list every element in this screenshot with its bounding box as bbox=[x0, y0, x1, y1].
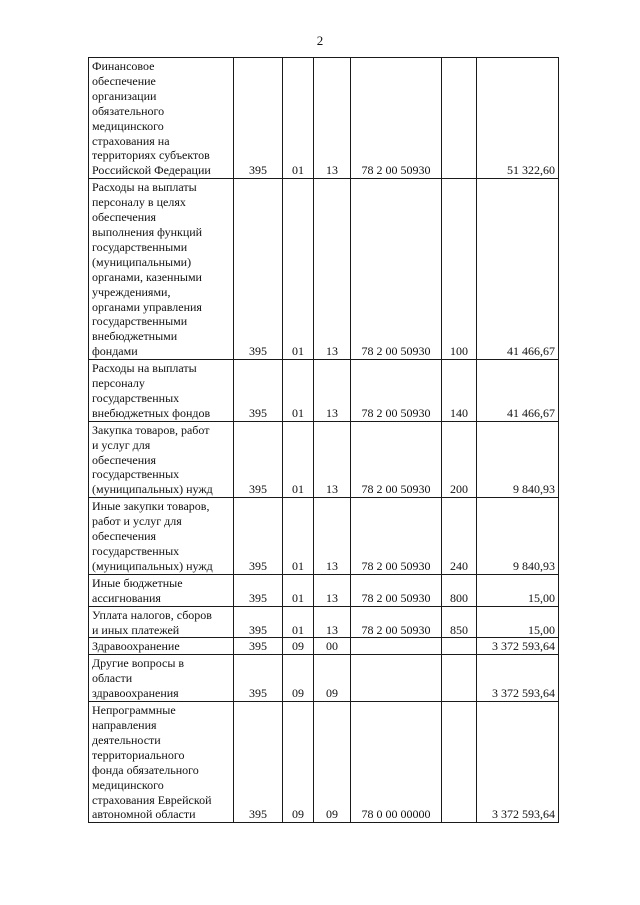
row-name: Уплата налогов, сборов и иных платежей bbox=[89, 606, 234, 638]
row-name: Закупка товаров, работ и услуг для обеспечения государственных (муниципальных) нужд bbox=[89, 421, 234, 498]
table-row bbox=[89, 360, 559, 422]
cell-sum: 3 372 593,64 bbox=[477, 655, 559, 702]
row-name: Здравоохранение bbox=[89, 638, 234, 655]
cell-sum: 41 466,67 bbox=[477, 179, 559, 360]
cell-razdel: 01 bbox=[283, 574, 314, 606]
cell-glava: 395 bbox=[234, 179, 283, 360]
cell-razdel: 09 bbox=[283, 638, 314, 655]
table-row bbox=[89, 702, 559, 823]
cell-expense-type bbox=[442, 638, 477, 655]
page-number: 2 bbox=[316, 33, 324, 48]
cell-expense-type: 240 bbox=[442, 498, 477, 575]
cell-razdel: 01 bbox=[283, 179, 314, 360]
table-row bbox=[89, 498, 559, 575]
cell-razdel: 09 bbox=[283, 655, 314, 702]
cell-podrazdel: 13 bbox=[314, 606, 351, 638]
cell-sum: 3 372 593,64 bbox=[477, 638, 559, 655]
table-row bbox=[89, 179, 559, 360]
cell-razdel: 01 bbox=[283, 498, 314, 575]
cell-razdel: 01 bbox=[283, 606, 314, 638]
cell-target-article: 78 2 00 50930 bbox=[351, 606, 442, 638]
cell-podrazdel: 09 bbox=[314, 655, 351, 702]
cell-razdel: 01 bbox=[283, 360, 314, 422]
cell-target-article: 78 2 00 50930 bbox=[351, 421, 442, 498]
cell-podrazdel: 13 bbox=[314, 58, 351, 179]
cell-podrazdel: 13 bbox=[314, 360, 351, 422]
cell-sum: 3 372 593,64 bbox=[477, 702, 559, 823]
cell-glava: 395 bbox=[234, 638, 283, 655]
cell-target-article: 78 2 00 50930 bbox=[351, 360, 442, 422]
row-name: Другие вопросы в области здравоохранения bbox=[89, 655, 234, 702]
cell-sum: 15,00 bbox=[477, 606, 559, 638]
cell-target-article bbox=[351, 638, 442, 655]
cell-expense-type bbox=[442, 702, 477, 823]
cell-podrazdel: 13 bbox=[314, 421, 351, 498]
cell-target-article: 78 0 00 00000 bbox=[351, 702, 442, 823]
cell-sum: 9 840,93 bbox=[477, 421, 559, 498]
cell-target-article: 78 2 00 50930 bbox=[351, 58, 442, 179]
cell-expense-type: 100 bbox=[442, 179, 477, 360]
cell-podrazdel: 09 bbox=[314, 702, 351, 823]
row-name: Иные закупки товаров, работ и услуг для обеспечения государственных (муниципальных) нужд bbox=[89, 498, 234, 575]
table-row bbox=[89, 574, 559, 606]
cell-podrazdel: 13 bbox=[314, 179, 351, 360]
cell-razdel: 01 bbox=[283, 58, 314, 179]
row-name: Финансовое обеспечение организации обязательного медицинского страхования на территориях субъектов Российской Федерации bbox=[89, 58, 234, 179]
cell-glava: 395 bbox=[234, 58, 283, 179]
cell-glava: 395 bbox=[234, 702, 283, 823]
cell-glava: 395 bbox=[234, 606, 283, 638]
table-row bbox=[89, 606, 559, 638]
cell-razdel: 01 bbox=[283, 421, 314, 498]
cell-podrazdel: 13 bbox=[314, 574, 351, 606]
budget-table bbox=[88, 57, 559, 823]
table-row bbox=[89, 58, 559, 179]
cell-target-article: 78 2 00 50930 bbox=[351, 498, 442, 575]
cell-podrazdel: 00 bbox=[314, 638, 351, 655]
cell-podrazdel: 13 bbox=[314, 498, 351, 575]
cell-glava: 395 bbox=[234, 360, 283, 422]
cell-sum: 15,00 bbox=[477, 574, 559, 606]
cell-expense-type bbox=[442, 58, 477, 179]
cell-expense-type: 850 bbox=[442, 606, 477, 638]
cell-sum: 51 322,60 bbox=[477, 58, 559, 179]
cell-expense-type: 200 bbox=[442, 421, 477, 498]
cell-razdel: 09 bbox=[283, 702, 314, 823]
cell-expense-type bbox=[442, 655, 477, 702]
cell-expense-type: 800 bbox=[442, 574, 477, 606]
row-name: Расходы на выплаты персоналу в целях обеспечения выполнения функций государственными (муниципальными) органами, казенными учреждениями, органами управления государственными внебюджетными фондами bbox=[89, 179, 234, 360]
table-row bbox=[89, 421, 559, 498]
cell-glava: 395 bbox=[234, 498, 283, 575]
cell-sum: 41 466,67 bbox=[477, 360, 559, 422]
cell-expense-type: 140 bbox=[442, 360, 477, 422]
cell-glava: 395 bbox=[234, 421, 283, 498]
cell-glava: 395 bbox=[234, 574, 283, 606]
cell-target-article: 78 2 00 50930 bbox=[351, 179, 442, 360]
table-row bbox=[89, 638, 559, 655]
row-name: Непрограммные направления деятельности территориального фонда обязательного медицинского страхования Еврейской автономной области bbox=[89, 702, 234, 823]
row-name: Расходы на выплаты персоналу государственных внебюджетных фондов bbox=[89, 360, 234, 422]
cell-glava: 395 bbox=[234, 655, 283, 702]
cell-target-article bbox=[351, 655, 442, 702]
cell-target-article: 78 2 00 50930 bbox=[351, 574, 442, 606]
row-name: Иные бюджетные ассигнования bbox=[89, 574, 234, 606]
table-row bbox=[89, 655, 559, 702]
cell-sum: 9 840,93 bbox=[477, 498, 559, 575]
